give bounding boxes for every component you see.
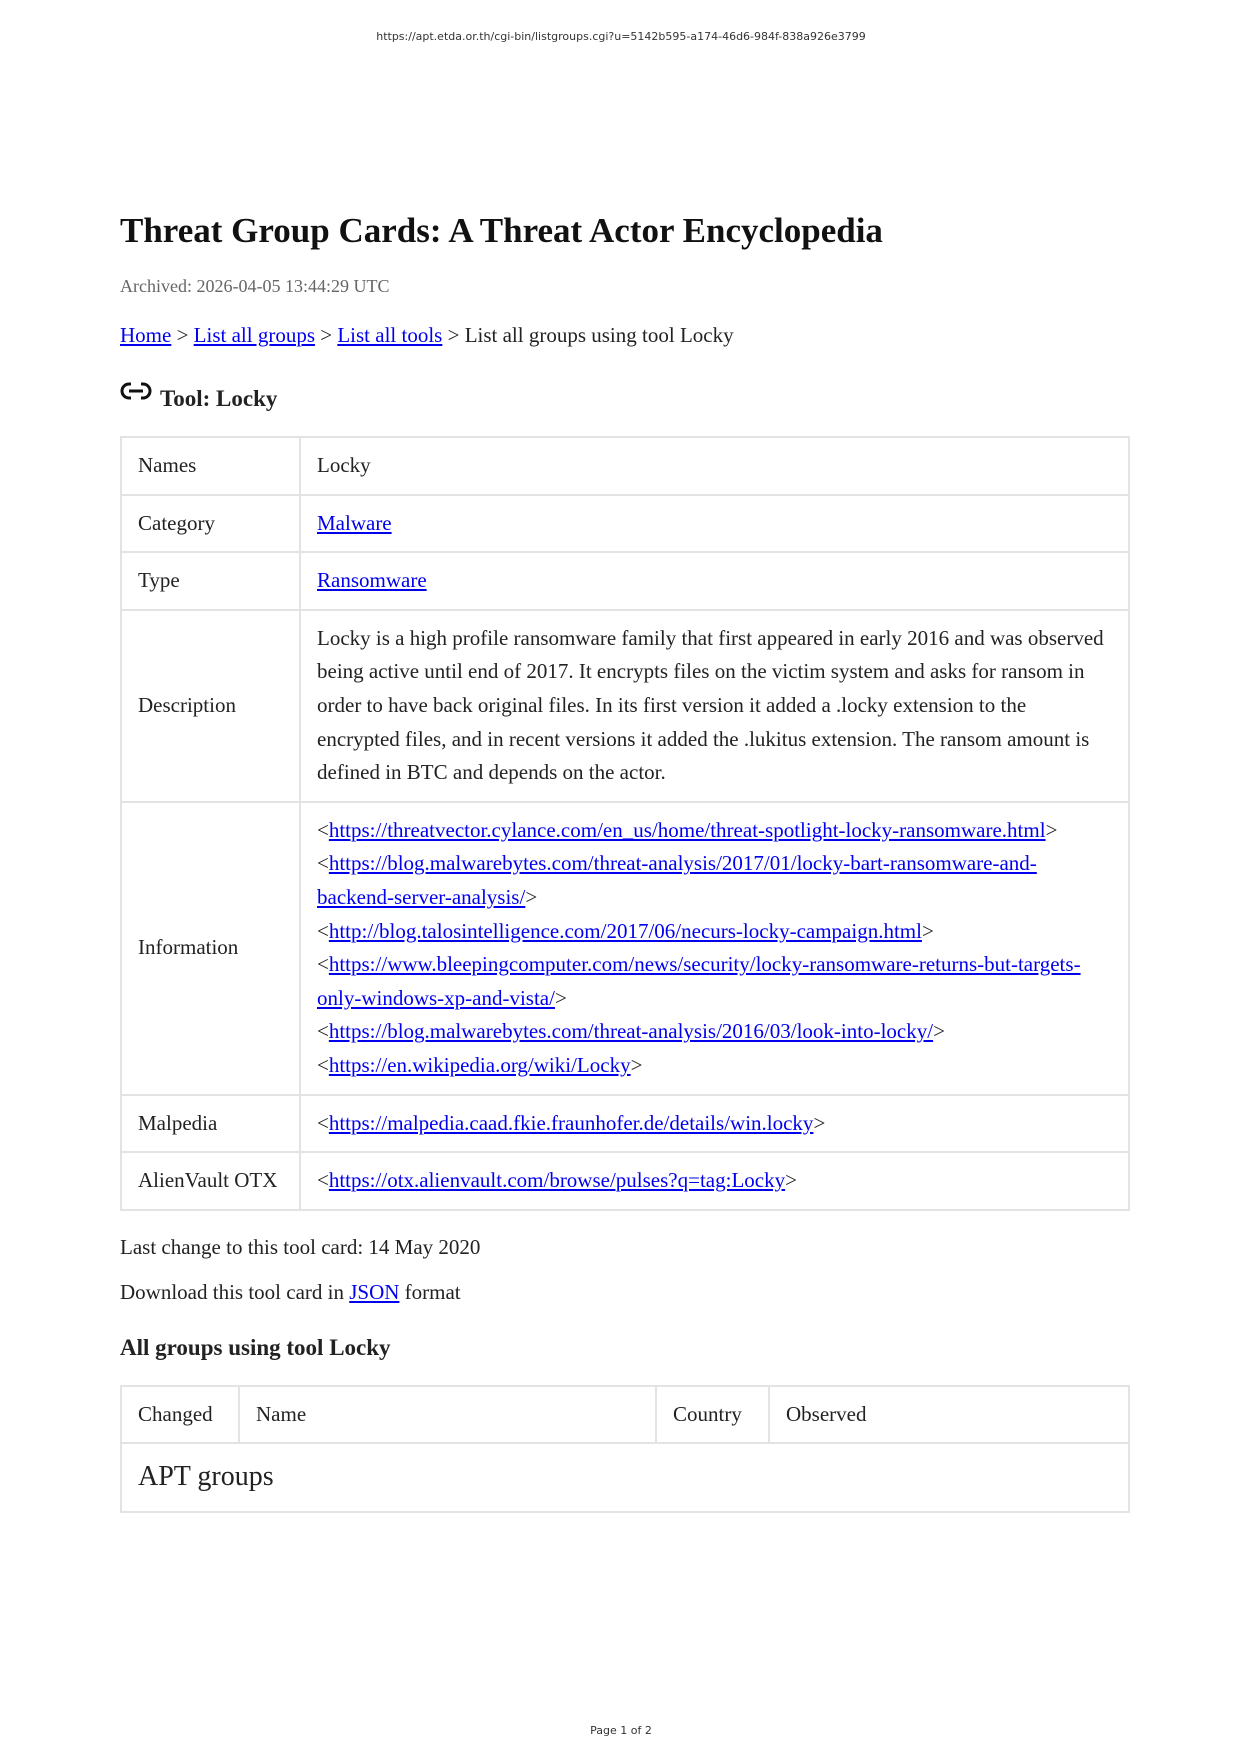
information-link-item: <https://blog.malwarebytes.com/threat-analysis/2017/01/locky-bart-ransomware-and-backend-server-analysis/> <box>317 851 1037 909</box>
table-row <box>121 552 1129 610</box>
information-link-item: <https://www.bleepingcomputer.com/news/security/locky-ransomware-returns-but-targets-only-windows-xp-and-vista/> <box>317 952 1081 1010</box>
breadcrumb-groups-link[interactable]: List all groups <box>193 323 315 347</box>
type-link[interactable]: Ransomware <box>317 568 427 593</box>
malpedia-cell: <https://malpedia.caad.fkie.fraunhofer.de/details/win.locky> <box>300 1095 1129 1153</box>
description-label: Description <box>121 610 300 802</box>
malpedia-link[interactable]: https://malpedia.caad.fkie.fraunhofer.de/details/win.locky <box>328 1110 814 1135</box>
breadcrumb-current: List all groups using tool Locky <box>464 323 734 347</box>
tool-info-table <box>120 436 1130 1211</box>
column-header-observed: Observed <box>769 1386 1129 1444</box>
information-link-item: <https://blog.malwarebytes.com/threat-analysis/2016/03/look-into-locky/> <box>317 1019 945 1044</box>
type-label: Type <box>121 552 300 610</box>
category-cell <box>300 495 1129 553</box>
information-label: Information <box>121 802 300 1095</box>
information-link[interactable]: https://blog.malwarebytes.com/threat-analysis/2017/01/locky-bart-ransomware-and-backend-server-analysis/ <box>317 851 1037 909</box>
json-download-link[interactable]: JSON <box>349 1279 400 1304</box>
table-row <box>121 802 1129 1095</box>
table-row <box>121 1095 1129 1153</box>
tool-heading-text: Tool: Locky <box>160 386 278 411</box>
table-row <box>121 437 1129 495</box>
link-icon <box>120 382 152 400</box>
table-row <box>121 610 1129 802</box>
archived-timestamp: Archived: 2026-04-05 13:44:29 UTC <box>120 276 390 296</box>
groups-table <box>120 1385 1130 1513</box>
table-header-row <box>121 1386 1129 1444</box>
information-link[interactable]: https://en.wikipedia.org/wiki/Locky <box>328 1052 631 1077</box>
type-cell <box>300 552 1129 610</box>
otx-cell: <https://otx.alienvault.com/browse/pulses?q=tag:Locky> <box>300 1152 1129 1210</box>
table-row <box>121 1152 1129 1210</box>
breadcrumb-tools-link[interactable]: List all tools <box>337 323 443 347</box>
breadcrumb-separator: > <box>176 323 189 347</box>
names-value: Locky <box>300 437 1129 495</box>
tool-heading <box>120 386 1130 412</box>
information-link[interactable]: https://threatvector.cylance.com/en_us/home/threat-spotlight-locky-ransomware.html <box>328 817 1046 842</box>
table-row <box>121 495 1129 553</box>
malpedia-label: Malpedia <box>121 1095 300 1153</box>
names-label: Names <box>121 437 300 495</box>
information-link-item: <https://en.wikipedia.org/wiki/Locky> <box>317 1052 643 1077</box>
category-label: Category <box>121 495 300 553</box>
download-suffix: format <box>404 1279 461 1304</box>
page-url-header: https://apt.etda.or.th/cgi-bin/listgroups.cgi?u=5142b595-a174-46d6-984f-838a926e3799 <box>376 30 866 43</box>
download-line <box>120 1280 1130 1305</box>
information-link[interactable]: http://blog.talosintelligence.com/2017/06/necurs-locky-campaign.html <box>328 918 922 943</box>
information-link-item: <https://threatvector.cylance.com/en_us/home/threat-spotlight-locky-ransomware.html> <box>317 817 1058 842</box>
column-header-country: Country <box>656 1386 769 1444</box>
information-link[interactable]: https://www.bleepingcomputer.com/news/security/locky-ransomware-returns-but-targets-only-windows-xp-and-vista/ <box>317 952 1081 1010</box>
breadcrumb-separator: > <box>320 323 333 347</box>
description-value: Locky is a high profile ransomware family that first appeared in early 2016 and was observed being active until end of 2017. It encrypts files on the victim system and asks for ransom in order to have back original files. In its first version it added a .locky extension to the encrypted files, and in recent versions it added the .lukitus extension. The ransom amount is defined in BTC and depends on the actor. <box>300 610 1129 802</box>
main-content <box>120 210 1130 1513</box>
information-link[interactable]: https://blog.malwarebytes.com/threat-analysis/2016/03/look-into-locky/ <box>328 1019 934 1044</box>
breadcrumb-separator: > <box>447 323 460 347</box>
groups-section-heading: All groups using tool Locky <box>120 1334 391 1360</box>
information-links <box>300 802 1129 1095</box>
column-header-changed: Changed <box>121 1386 239 1444</box>
page-number: Page 1 of 2 <box>590 1724 652 1737</box>
table-row <box>121 1443 1129 1512</box>
apt-groups-label: APT groups <box>121 1443 1129 1512</box>
column-header-name: Name <box>239 1386 656 1444</box>
otx-label: AlienVault OTX <box>121 1152 300 1210</box>
breadcrumb-home-link[interactable]: Home <box>120 323 172 347</box>
information-link-item: <http://blog.talosintelligence.com/2017/06/necurs-locky-campaign.html> <box>317 918 934 943</box>
last-change-text: Last change to this tool card: 14 May 2020 <box>120 1234 481 1259</box>
category-link[interactable]: Malware <box>317 510 392 535</box>
otx-link[interactable]: https://otx.alienvault.com/browse/pulses?q=tag:Locky <box>328 1168 786 1193</box>
breadcrumb <box>120 323 1130 348</box>
site-title: Threat Group Cards: A Threat Actor Encyclopedia <box>120 211 883 250</box>
download-prefix: Download this tool card in <box>120 1279 344 1304</box>
